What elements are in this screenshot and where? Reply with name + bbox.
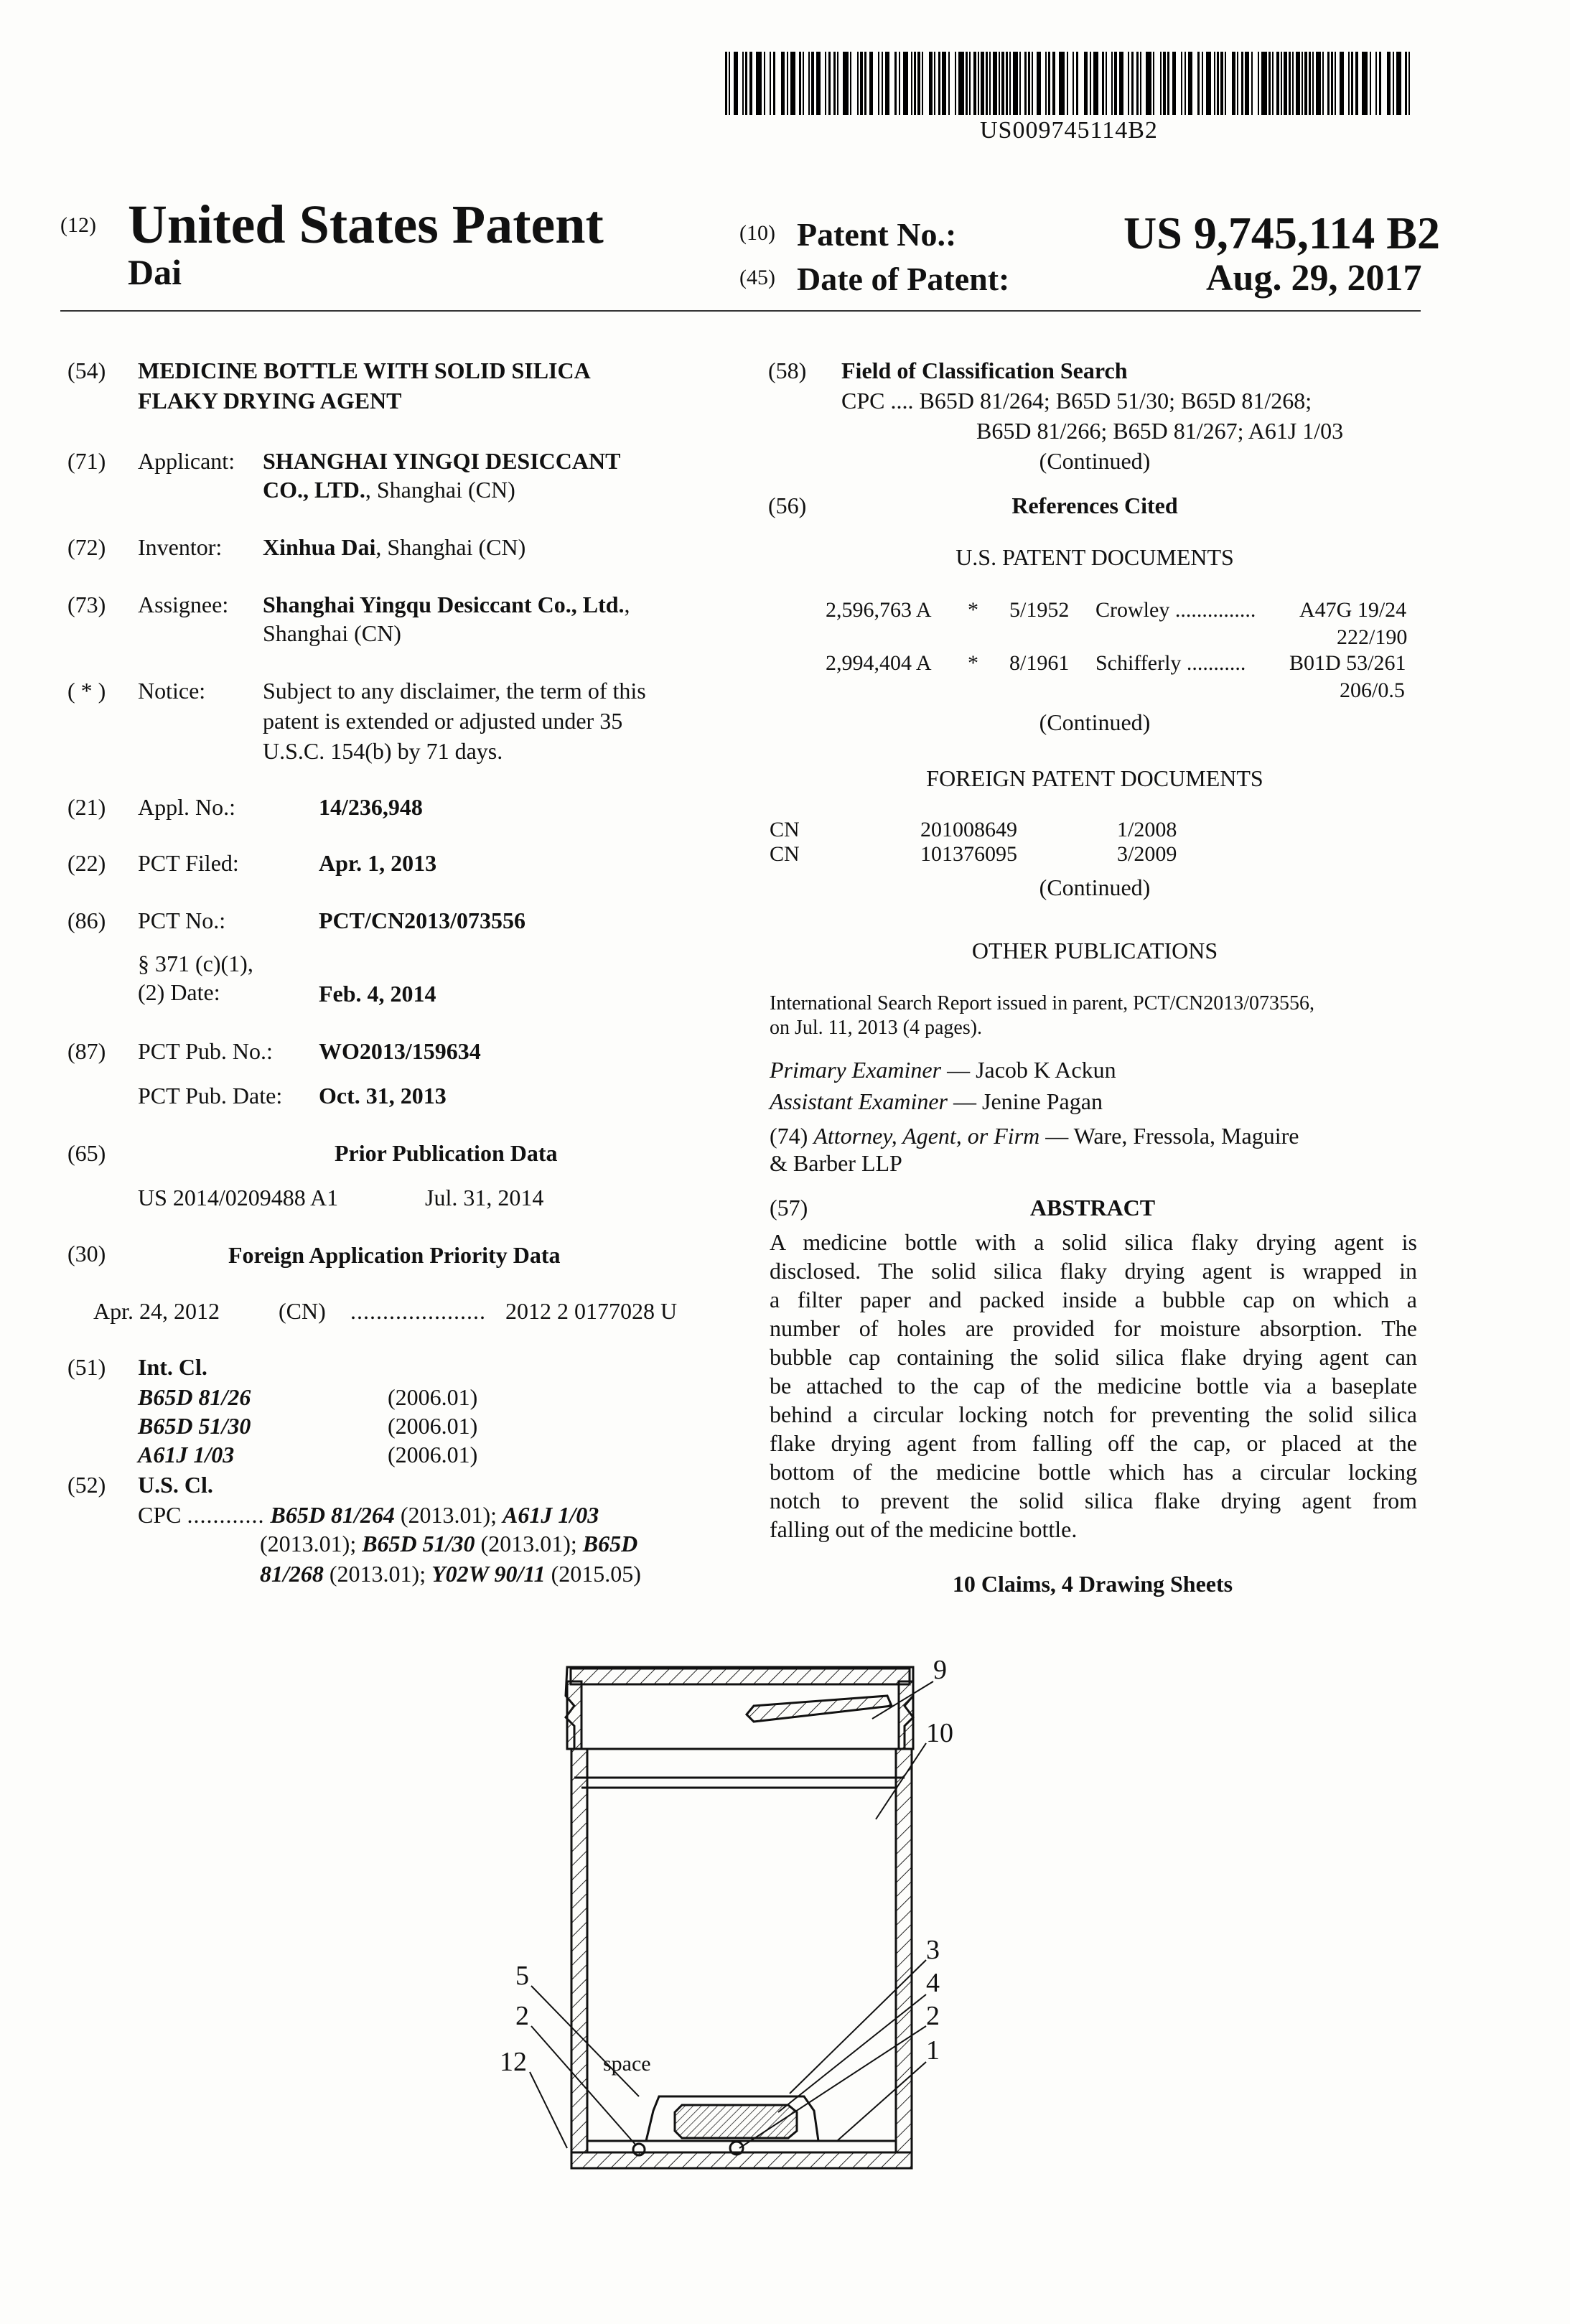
abstract-line: a filter paper and packed inside a bubble cap on which a xyxy=(770,1287,1417,1312)
int-cl-class: B65D 81/26 xyxy=(138,1384,251,1410)
header-inventor: Dai xyxy=(128,252,182,292)
us-ref-class2: 206/0.5 xyxy=(1340,678,1405,702)
barcode-bar xyxy=(1006,52,1008,115)
int-cl-title: Int. Cl. xyxy=(138,1354,207,1380)
barcode-bar xyxy=(1327,52,1330,115)
barcode-bar xyxy=(1322,52,1324,115)
barcode-bar xyxy=(1146,52,1151,115)
abstract-title: ABSTRACT xyxy=(1029,1195,1156,1221)
barcode-bar xyxy=(1090,52,1091,115)
notice-label: Notice: xyxy=(138,678,206,704)
int-cl-class: A61J 1/03 xyxy=(138,1442,235,1467)
us-ref-class: B01D 53/261 xyxy=(1289,651,1406,675)
barcode-bar xyxy=(773,52,775,115)
pct-no-value: PCT/CN2013/073556 xyxy=(319,907,525,933)
barcode-bar xyxy=(1111,52,1113,115)
barcode-bar xyxy=(1013,52,1018,115)
barcode-bar xyxy=(1160,52,1162,115)
barcode-bar xyxy=(1052,52,1055,115)
barcode-bar xyxy=(787,52,788,115)
assignee-value: Shanghai Yingqu Desiccant Co., Ltd., xyxy=(263,592,630,617)
inid-73: (73) xyxy=(67,592,106,617)
pct-filed-value: Apr. 1, 2013 xyxy=(319,850,437,876)
barcode-bar xyxy=(1028,52,1030,115)
prior-publication-number: US 2014/0209488 A1 xyxy=(138,1185,339,1210)
barcode-bar xyxy=(833,52,836,115)
barcode-bar xyxy=(756,52,762,115)
cap-right-wall xyxy=(899,1681,913,1749)
applicant-name-line1: SHANGHAI YINGQI DESICCANT xyxy=(263,448,621,474)
inid-65: (65) xyxy=(67,1140,106,1166)
inid-code-12: (12) xyxy=(60,213,96,237)
barcode-bar xyxy=(857,52,859,115)
barcode-bar xyxy=(1241,52,1243,115)
barcode-bar xyxy=(749,52,752,115)
foreign-ref-number: 201008649 xyxy=(920,818,1017,841)
barcode-bar xyxy=(938,52,940,115)
foreign-priority-title: Foreign Application Priority Data xyxy=(228,1242,561,1268)
pct-pub-no-value: WO2013/159634 xyxy=(319,1038,481,1064)
abstract-line: falling out of the medicine bottle. xyxy=(770,1516,1078,1542)
barcode-bar xyxy=(764,52,765,115)
inid-30: (30) xyxy=(67,1241,106,1266)
barcode-bar xyxy=(1128,52,1129,115)
barcode-bar xyxy=(1408,52,1410,115)
label-2-right: 2 xyxy=(926,2001,940,2031)
barcode-bar xyxy=(781,52,785,115)
barcode-bar xyxy=(729,52,730,115)
barcode-bar xyxy=(1362,52,1368,115)
patent-number: US 9,745,114 B2 xyxy=(1123,207,1440,258)
inventor-value: Xinhua Dai, Shanghai (CN) xyxy=(263,534,526,560)
barcode-bar xyxy=(1119,52,1123,115)
barcode-bar xyxy=(843,52,849,115)
us-ref-star: * xyxy=(968,598,978,622)
abstract-line: bubble cap containing the solid silica flake drying agent can xyxy=(770,1344,1417,1370)
barcode-bar xyxy=(1331,52,1333,115)
assignee-location: Shanghai (CN) xyxy=(263,620,401,646)
assignee-label: Assignee: xyxy=(138,592,229,617)
barcode-bar xyxy=(969,52,971,115)
foreign-ref-number: 101376095 xyxy=(920,842,1017,866)
foreign-refs-continued: (Continued) xyxy=(1039,874,1151,900)
appl-no-value: 14/236,948 xyxy=(319,794,423,820)
barcode-bar xyxy=(1225,52,1226,115)
us-documents-title: U.S. PATENT DOCUMENTS xyxy=(955,544,1234,570)
document-number: US009745114B2 xyxy=(980,117,1158,144)
invention-title-line1: MEDICINE BOTTLE WITH SOLID SILICA xyxy=(138,358,591,383)
barcode-bar xyxy=(1167,52,1169,115)
barcode-bar xyxy=(1237,52,1238,115)
s371-date-value: Feb. 4, 2014 xyxy=(319,981,436,1007)
barcode-bar xyxy=(725,52,727,115)
bottle-left-wall xyxy=(571,1749,587,2152)
header-divider xyxy=(60,310,1421,312)
label-5: 5 xyxy=(515,1961,529,1991)
barcode-bar xyxy=(1245,52,1249,115)
barcode-bar xyxy=(828,52,831,115)
label-10: 10 xyxy=(926,1718,953,1748)
barcode-bar xyxy=(1045,52,1047,115)
barcode-bar xyxy=(1340,52,1344,115)
barcode-bar xyxy=(1188,52,1192,115)
date-of-patent: Aug. 29, 2017 xyxy=(1206,258,1422,299)
foreign-ref-country: CN xyxy=(770,842,800,866)
barcode-bar xyxy=(894,52,897,115)
abstract-line: be attached to the cap of the medicine bottle via a baseplate xyxy=(770,1373,1417,1399)
foreign-documents-title: FOREIGN PATENT DOCUMENTS xyxy=(926,765,1263,791)
barcode-bar xyxy=(1355,52,1358,115)
int-cl-version: (2006.01) xyxy=(388,1413,478,1439)
barcode-bar xyxy=(1387,52,1391,115)
barcode-bar xyxy=(966,52,968,115)
abstract-line: flake drying agent from falling off the cap, or placed at the xyxy=(770,1430,1417,1456)
inid-72: (72) xyxy=(67,534,106,560)
barcode-bar xyxy=(1084,52,1088,115)
abstract-line: notch to prevent the solid silica flake drying agent from xyxy=(770,1488,1417,1513)
barcode-bar xyxy=(1202,52,1203,115)
barcode-bar xyxy=(1379,52,1381,115)
silica-flake xyxy=(675,2105,797,2138)
inid-code-45: (45) xyxy=(739,266,775,289)
barcode-bar xyxy=(1396,52,1401,115)
barcode-bar xyxy=(1136,52,1139,115)
field-search-title: Field of Classification Search xyxy=(841,358,1128,383)
us-cpc-line2: (2013.01); B65D 51/30 (2013.01); B65D xyxy=(260,1531,638,1557)
other-publications-title: OTHER PUBLICATIONS xyxy=(971,938,1218,963)
barcode-bar xyxy=(1032,52,1033,115)
us-ref-name: Crowley ............... xyxy=(1095,598,1256,622)
pct-filed-label: PCT Filed: xyxy=(138,850,239,876)
barcode-bar xyxy=(1258,52,1259,115)
barcode-bar xyxy=(770,52,771,115)
barcode-bar xyxy=(790,52,795,115)
inid-56: (56) xyxy=(768,493,807,518)
barcode-bar xyxy=(1405,52,1407,115)
barcode-bar xyxy=(989,52,991,115)
barcode-bar xyxy=(1335,52,1336,115)
barcode-bar xyxy=(958,52,964,115)
us-ref-date: 8/1961 xyxy=(1009,651,1070,675)
barcode-bar xyxy=(864,52,866,115)
barcode-bar xyxy=(1181,52,1182,115)
barcode-bar xyxy=(1172,52,1176,115)
barcode-bar xyxy=(1048,52,1050,115)
barcode-bar xyxy=(816,52,821,115)
label-12: 12 xyxy=(500,2047,527,2077)
references-cited-title: References Cited xyxy=(1011,493,1178,518)
inid-52: (52) xyxy=(67,1472,106,1498)
barcode-bar xyxy=(1232,52,1235,115)
foreign-ref-country: CN xyxy=(770,818,800,841)
inid-58: (58) xyxy=(768,358,807,383)
barcode-bar xyxy=(981,52,984,115)
inid-21: (21) xyxy=(67,794,106,820)
inid-54: (54) xyxy=(67,358,106,383)
bottle-bottom xyxy=(571,2152,912,2168)
label-1: 1 xyxy=(926,2035,940,2066)
barcode-bar xyxy=(986,52,988,115)
assistant-examiner: Assistant Examiner — Jenine Pagan xyxy=(770,1088,1103,1114)
abstract-line: bottom of the medicine bottle which has a circular locking xyxy=(770,1459,1417,1485)
inid-57: (57) xyxy=(770,1195,808,1221)
barcode-bar xyxy=(850,52,851,115)
barcode-bar xyxy=(808,52,810,115)
barcode-bar xyxy=(869,52,873,115)
foreign-ref-date: 1/2008 xyxy=(1117,818,1177,841)
barcode-bar xyxy=(742,52,744,115)
inid-86: (86) xyxy=(67,907,106,933)
barcode-bar xyxy=(1312,52,1314,115)
barcode-bar xyxy=(1114,52,1117,115)
barcode-bar xyxy=(1272,52,1274,115)
date-of-patent-label: Date of Patent: xyxy=(797,261,1010,297)
barcode-bar xyxy=(978,52,979,115)
barcode-bar xyxy=(1037,52,1041,115)
label-space: space xyxy=(603,2052,651,2076)
barcode-bar xyxy=(1351,52,1353,115)
us-cpc-line3: 81/268 (2013.01); Y02W 90/11 (2015.05) xyxy=(260,1561,641,1587)
barcode-bar xyxy=(803,52,804,115)
barcode-bar xyxy=(1268,52,1271,115)
barcode-bar xyxy=(914,52,916,115)
barcode-bar xyxy=(993,52,997,115)
field-search-line1: CPC .... B65D 81/264; B65D 51/30; B65D 81/268; xyxy=(841,388,1312,414)
barcode-bar xyxy=(1284,52,1287,115)
priority-country: (CN) xyxy=(279,1298,326,1324)
label-4: 4 xyxy=(926,1968,940,1998)
barcode-bar xyxy=(1304,52,1307,115)
barcode-bar xyxy=(1076,52,1078,115)
barcode-bar xyxy=(1309,52,1311,115)
cap-top-wall xyxy=(571,1669,910,1684)
barcode-bar xyxy=(1370,52,1371,115)
barcode-bar xyxy=(1276,52,1279,115)
priority-number: 2012 2 0177028 U xyxy=(505,1298,678,1324)
abstract-body xyxy=(770,1228,1417,1544)
label-3: 3 xyxy=(926,1935,940,1965)
patent-no-label: Patent No.: xyxy=(797,216,957,253)
invention-title-line2: FLAKY DRYING AGENT xyxy=(138,388,402,414)
us-ref-star: * xyxy=(968,651,978,675)
other-publication-line1: International Search Report issued in parent, PCT/CN2013/073556, xyxy=(770,992,1314,1014)
barcode-bar xyxy=(860,52,863,115)
barcode-bar xyxy=(1214,52,1215,115)
barcode-bar xyxy=(745,52,747,115)
barcode-bar xyxy=(929,52,933,115)
barcode-bar xyxy=(955,52,956,115)
cap-baseplate xyxy=(747,1696,892,1722)
applicant-name-line2: CO., LTD., Shanghai (CN) xyxy=(263,477,515,503)
barcode-bar xyxy=(1281,52,1282,115)
barcode-bar xyxy=(1153,52,1154,115)
barcode-bar xyxy=(973,52,976,115)
notice-line3: U.S.C. 154(b) by 71 days. xyxy=(263,738,503,764)
label-2-left: 2 xyxy=(515,2001,529,2031)
foreign-ref-date: 3/2009 xyxy=(1117,842,1177,866)
barcode-bar xyxy=(1163,52,1166,115)
barcode-bar xyxy=(878,52,879,115)
barcode-bar xyxy=(1140,52,1141,115)
barcode-bar xyxy=(1393,52,1394,115)
pct-no-label: PCT No.: xyxy=(138,907,226,933)
barcode-bar xyxy=(734,52,738,115)
inid-22: (22) xyxy=(67,850,106,876)
prior-publication-date: Jul. 31, 2014 xyxy=(425,1185,544,1210)
barcode-bar xyxy=(1302,52,1303,115)
primary-examiner: Primary Examiner — Jacob K Ackun xyxy=(770,1057,1116,1083)
barcode xyxy=(725,52,1421,115)
barcode-bar xyxy=(1106,52,1107,115)
barcode-bar xyxy=(911,52,912,115)
inid-71: (71) xyxy=(67,448,106,474)
barcode-bar xyxy=(1206,52,1211,115)
s371-label-line1: § 371 (c)(1), xyxy=(138,951,253,976)
barcode-bar xyxy=(1261,52,1267,115)
barcode-bar xyxy=(934,52,935,115)
barcode-bar xyxy=(917,52,920,115)
barcode-bar xyxy=(1316,52,1321,115)
notice-line2: patent is extended or adjusted under 35 xyxy=(263,708,623,734)
barcode-bar xyxy=(1024,52,1027,115)
barcode-bar xyxy=(1073,52,1074,115)
notice-line1: Subject to any disclaimer, the term of this xyxy=(263,678,646,704)
barcode-bar xyxy=(885,52,889,115)
inid-87: (87) xyxy=(67,1038,106,1064)
inid-51: (51) xyxy=(67,1354,106,1380)
us-ref-date: 5/1952 xyxy=(1009,598,1070,622)
barcode-bar xyxy=(799,52,801,115)
us-ref-name: Schifferly ........... xyxy=(1095,651,1246,675)
label-9: 9 xyxy=(933,1655,947,1685)
barcode-bar xyxy=(1009,52,1011,115)
claims-summary: 10 Claims, 4 Drawing Sheets xyxy=(952,1571,1233,1597)
priority-leader-dots: ..................... xyxy=(350,1298,486,1324)
barcode-bar xyxy=(1093,52,1098,115)
us-refs-continued: (Continued) xyxy=(1039,709,1151,735)
priority-date: Apr. 24, 2012 xyxy=(93,1298,220,1324)
abstract-line: number of holes are provided for moisture absorption. The xyxy=(770,1315,1417,1341)
barcode-bar xyxy=(1348,52,1350,115)
barcode-bar xyxy=(1131,52,1134,115)
inid-code-10: (10) xyxy=(739,221,775,245)
barcode-bar xyxy=(899,52,900,115)
barcode-bar xyxy=(1375,52,1377,115)
attorney-line1: (74) Attorney, Agent, or Firm — Ware, Fressola, Maguire xyxy=(770,1123,1299,1149)
us-ref-number: 2,596,763 A xyxy=(826,598,932,622)
appl-no-label: Appl. No.: xyxy=(138,794,235,820)
barcode-bar xyxy=(1019,52,1021,115)
us-ref-class: A47G 19/24 xyxy=(1299,598,1407,622)
abstract-line: disclosed. The solid silica flaky drying agent is wrapped in xyxy=(770,1258,1417,1284)
barcode-bar xyxy=(1220,52,1223,115)
abstract-line: A medicine bottle with a solid silica flaky drying agent is xyxy=(770,1229,1417,1255)
barcode-bar xyxy=(1217,52,1219,115)
abstract-line: behind a circular locking notch for preventing the solid silica xyxy=(770,1401,1417,1427)
barcode-bar xyxy=(1289,52,1291,115)
barcode-bar xyxy=(1296,52,1300,115)
field-search-continued: (Continued) xyxy=(1039,448,1151,474)
pct-pub-date-label: PCT Pub. Date: xyxy=(138,1083,283,1109)
notice-code: ( * ) xyxy=(67,678,106,704)
inventor-label: Inventor: xyxy=(138,534,223,560)
barcode-bar xyxy=(811,52,814,115)
field-search-line2: B65D 81/266; B65D 81/267; A61J 1/03 xyxy=(976,418,1344,444)
barcode-bar xyxy=(1102,52,1104,115)
barcode-bar xyxy=(903,52,908,115)
pct-pub-no-label: PCT Pub. No.: xyxy=(138,1038,273,1064)
pct-pub-date-value: Oct. 31, 2013 xyxy=(319,1083,447,1109)
attorney-line2: & Barber LLP xyxy=(770,1150,902,1176)
other-publication-line2: on Jul. 11, 2013 (4 pages). xyxy=(770,1017,983,1039)
us-cpc-line1: CPC ............ B65D 81/264 (2013.01); A61J 1/03 xyxy=(138,1502,599,1528)
int-cl-version: (2006.01) xyxy=(388,1442,478,1467)
barcode-bar xyxy=(1251,52,1253,115)
bottle-right-wall xyxy=(896,1749,912,2152)
int-cl-version: (2006.01) xyxy=(388,1384,478,1410)
barcode-bar xyxy=(1001,52,1004,115)
s371-label-line2: (2) Date: xyxy=(138,979,220,1005)
us-cl-title: U.S. Cl. xyxy=(138,1472,213,1498)
barcode-bar xyxy=(942,52,946,115)
barcode-bar xyxy=(1059,52,1065,115)
barcode-bar xyxy=(999,52,1000,115)
us-ref-class2: 222/190 xyxy=(1337,625,1408,649)
barcode-bar xyxy=(1197,52,1200,115)
barcode-bar xyxy=(1067,52,1068,115)
us-ref-number: 2,994,404 A xyxy=(826,651,932,675)
barcode-bar xyxy=(922,52,923,115)
barcode-bar xyxy=(882,52,883,115)
prior-publication-title: Prior Publication Data xyxy=(335,1140,558,1166)
barcode-bar xyxy=(837,52,838,115)
barcode-bar xyxy=(1292,52,1294,115)
applicant-label: Applicant: xyxy=(138,448,235,474)
int-cl-class: B65D 51/30 xyxy=(138,1413,251,1439)
barcode-bar xyxy=(1184,52,1186,115)
cap-left-wall xyxy=(567,1681,581,1749)
barcode-bar xyxy=(825,52,826,115)
bottle-drawing xyxy=(431,1637,1149,2226)
patent-type-title: United States Patent xyxy=(128,195,604,255)
barcode-bar xyxy=(948,52,950,115)
